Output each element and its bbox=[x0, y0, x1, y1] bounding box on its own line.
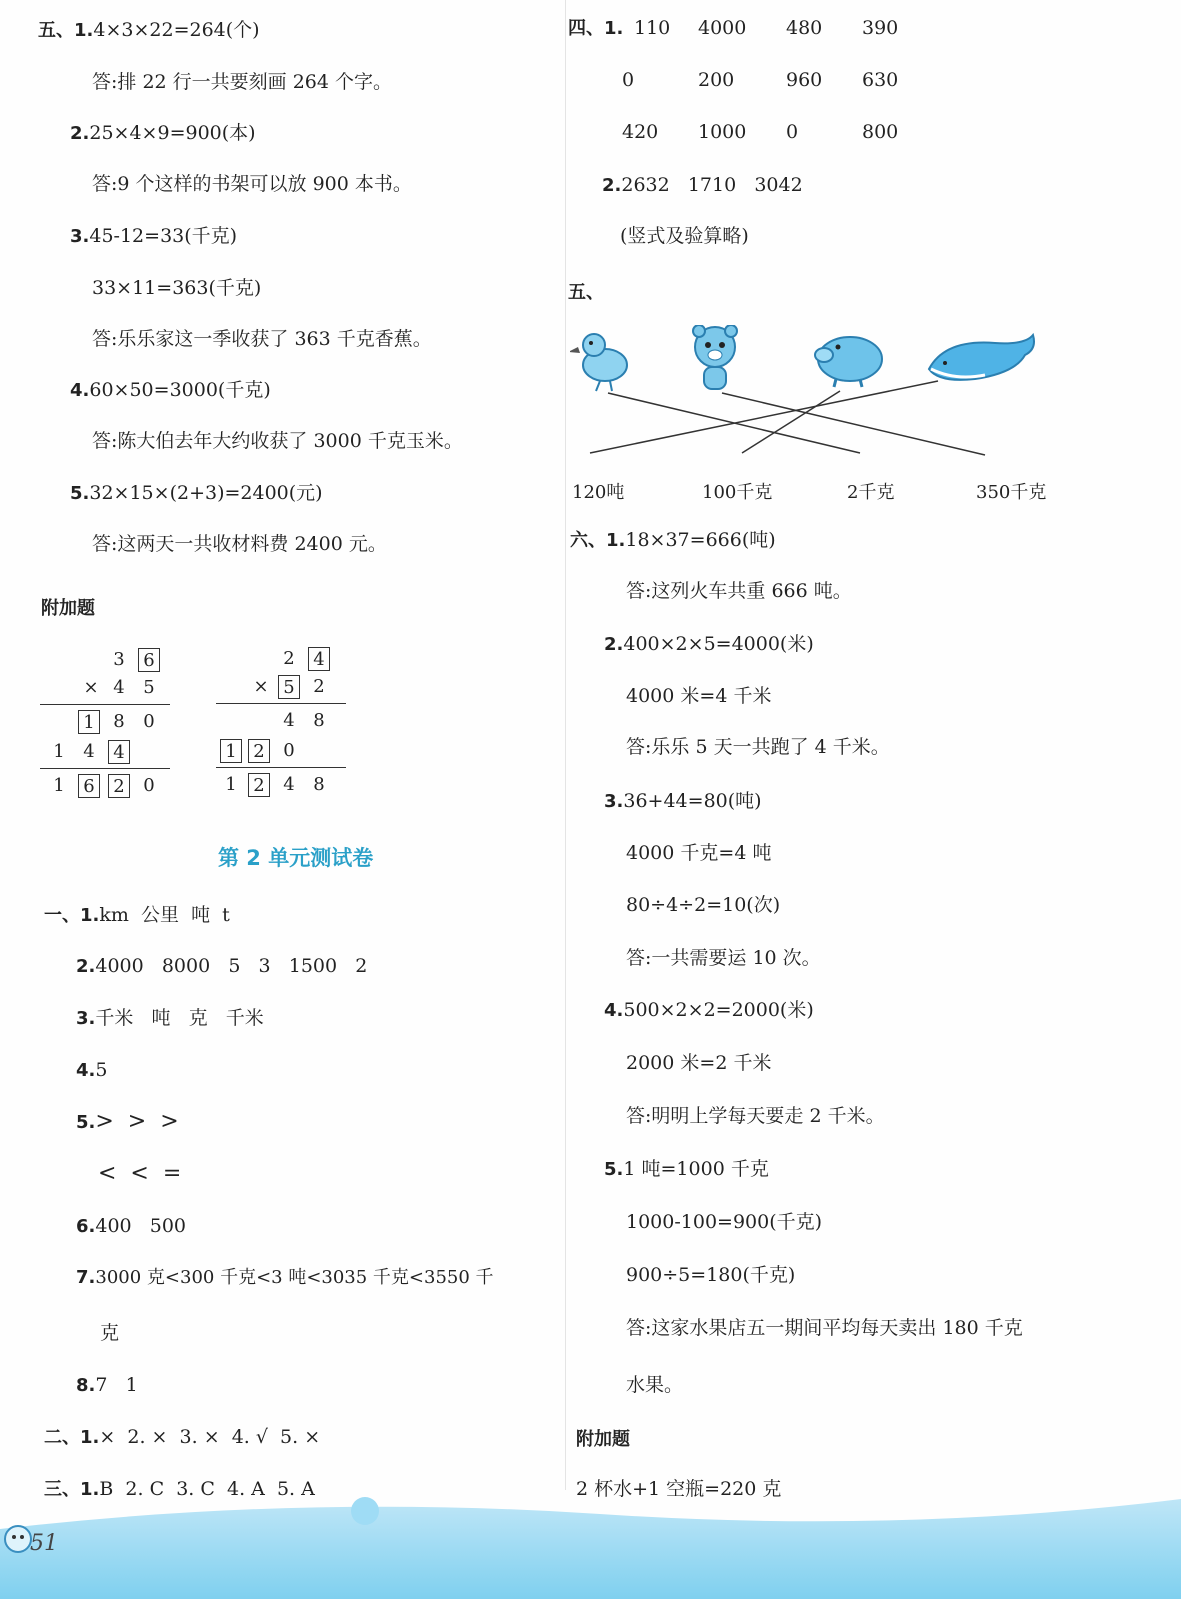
answer-line: 900÷5=180(千克) bbox=[626, 1264, 796, 1286]
answer-line: 五、1.4×3×22=264(个) bbox=[38, 19, 260, 41]
match-line bbox=[742, 391, 840, 453]
vertical-multiplication-2 bbox=[216, 647, 348, 807]
column-divider bbox=[565, 0, 566, 1490]
answer-line: 答:乐乐家这一季收获了 363 千克香蕉。 bbox=[92, 328, 432, 350]
answer-line: 答:这家水果店五一期间平均每天卖出 180 千克 bbox=[626, 1317, 1023, 1339]
rule-line bbox=[40, 704, 170, 705]
match-line bbox=[722, 393, 985, 455]
duck-icon bbox=[570, 334, 627, 391]
answer-line: 克 bbox=[100, 1322, 120, 1344]
table-cell: 390 bbox=[862, 17, 899, 39]
times-sign: × bbox=[253, 676, 269, 697]
answer-line: 6.400 500 bbox=[76, 1215, 187, 1237]
digit: 8 bbox=[113, 711, 125, 732]
answer-line: 二、1.× 2. × 3. × 4. √ 5. × bbox=[44, 1426, 321, 1448]
digit-box: 1 bbox=[220, 739, 242, 763]
digit: 4 bbox=[283, 710, 295, 731]
digit-box: 1 bbox=[78, 710, 100, 734]
digit: 8 bbox=[313, 774, 325, 795]
answer-line: 2000 米=2 千米 bbox=[626, 1052, 772, 1074]
answer-line: 3.36+44=80(吨) bbox=[604, 790, 762, 812]
rule-line bbox=[216, 767, 346, 768]
section-4-label: 四、1. bbox=[568, 18, 624, 39]
digit: 0 bbox=[283, 740, 295, 761]
note-line: (竖式及验算略) bbox=[620, 225, 749, 247]
answer-line: 答:9 个这样的书架可以放 900 本书。 bbox=[92, 173, 412, 195]
answer-line: 三、1.B 2. C 3. C 4. A 5. A bbox=[44, 1478, 315, 1500]
digit: 1 bbox=[225, 774, 237, 795]
table-cell: 630 bbox=[862, 69, 899, 91]
answer-line: 5.1 吨=1000 千克 bbox=[604, 1158, 769, 1180]
answer-line: 答:陈大伯去年大约收获了 3000 千克玉米。 bbox=[92, 430, 463, 452]
section-5-label: 五、 bbox=[568, 282, 604, 303]
weight-label: 120吨 bbox=[572, 482, 625, 503]
bubble bbox=[351, 1497, 379, 1525]
answer-line: 水果。 bbox=[626, 1374, 684, 1396]
answer-line: 2 杯水+1 空瓶=220 克 bbox=[576, 1478, 782, 1500]
table-cell: 420 bbox=[622, 121, 659, 143]
match-line bbox=[590, 381, 938, 453]
answer-line: 5.> > > bbox=[76, 1109, 179, 1134]
table-cell: 4000 bbox=[698, 17, 747, 39]
digit: 0 bbox=[143, 775, 155, 796]
digit-box: 6 bbox=[138, 648, 160, 672]
table-cell: 1000 bbox=[698, 121, 747, 143]
answer-line: 4000 千克=4 吨 bbox=[626, 842, 772, 864]
digit: 4 bbox=[283, 774, 295, 795]
answer-line: 4.60×50=3000(千克) bbox=[70, 379, 271, 401]
digit-box: 5 bbox=[278, 675, 300, 699]
digit: 4 bbox=[113, 677, 125, 698]
table-cell: 200 bbox=[698, 69, 735, 91]
answer-line: 4000 米=4 千米 bbox=[626, 685, 772, 707]
answer-line: 2.2632 1710 3042 bbox=[602, 174, 803, 196]
table-cell: 480 bbox=[786, 17, 823, 39]
footer-wave bbox=[0, 1489, 1181, 1599]
weight-label: 100千克 bbox=[702, 482, 773, 503]
table-cell: 800 bbox=[862, 121, 899, 143]
weight-label: 2千克 bbox=[847, 482, 895, 503]
answer-line: 80÷4÷2=10(次) bbox=[626, 894, 781, 916]
page-number: 51 bbox=[30, 1531, 58, 1556]
extra-question-title: 附加题 bbox=[41, 598, 95, 619]
digit: 5 bbox=[143, 677, 155, 698]
matching-diagram bbox=[570, 325, 1070, 500]
answer-line: 答:这两天一共收材料费 2400 元。 bbox=[92, 533, 387, 555]
table-cell: 110 bbox=[634, 17, 671, 39]
answer-line: 2.4000 8000 5 3 1500 2 bbox=[76, 955, 368, 977]
answer-line: 3.千米 吨 克 千米 bbox=[76, 1007, 264, 1029]
weight-label: 350千克 bbox=[976, 482, 1047, 503]
mascot-icon bbox=[5, 1526, 31, 1552]
answer-line: 答:明明上学每天要走 2 千米。 bbox=[626, 1105, 885, 1127]
digit-box: 4 bbox=[308, 647, 330, 671]
tiger-icon bbox=[693, 325, 737, 389]
digit: 1 bbox=[53, 775, 65, 796]
unit-test-title: 第 2 单元测试卷 bbox=[218, 846, 374, 870]
answer-line: 4.500×2×2=2000(米) bbox=[604, 999, 814, 1021]
digit-box: 4 bbox=[108, 740, 130, 764]
digit: 2 bbox=[313, 676, 325, 697]
vertical-multiplication-1 bbox=[40, 648, 172, 808]
digit: 4 bbox=[83, 741, 95, 762]
digit-box: 6 bbox=[78, 774, 100, 798]
digit: 0 bbox=[143, 711, 155, 732]
answer-line: 5.32×15×(2+3)=2400(元) bbox=[70, 482, 323, 504]
answer-line: < < = bbox=[98, 1161, 182, 1186]
whale-icon bbox=[929, 335, 1034, 380]
answer-line: 7.3000 克<300 千克<3 吨<3035 千克<3550 千 bbox=[76, 1267, 494, 1288]
answer-line: 答:一共需要运 10 次。 bbox=[626, 947, 821, 969]
digit: 8 bbox=[313, 710, 325, 731]
digit: 3 bbox=[113, 649, 125, 670]
extra-question-title: 附加题 bbox=[576, 1429, 630, 1450]
digit-box: 2 bbox=[248, 739, 270, 763]
rule-line bbox=[40, 768, 170, 769]
digit-box: 2 bbox=[248, 773, 270, 797]
answer-line: 4.5 bbox=[76, 1059, 108, 1081]
table-cell: 0 bbox=[622, 69, 635, 91]
times-sign: × bbox=[83, 677, 99, 698]
answer-line: 8.7 1 bbox=[76, 1374, 138, 1396]
table-cell: 0 bbox=[786, 121, 799, 143]
answer-line: 一、1.km 公里 吨 t bbox=[44, 904, 230, 926]
rule-line bbox=[216, 703, 346, 704]
answer-line: 2.400×2×5=4000(米) bbox=[604, 633, 814, 655]
digit-box: 2 bbox=[108, 774, 130, 798]
table-cell: 960 bbox=[786, 69, 823, 91]
answer-line: 3.45-12=33(千克) bbox=[70, 225, 238, 247]
answer-line: 答:乐乐 5 天一共跑了 4 千米。 bbox=[626, 736, 890, 758]
answer-line: 六、1.18×37=666(吨) bbox=[570, 529, 776, 551]
answer-line: 答:排 22 行一共要刻画 264 个字。 bbox=[92, 71, 393, 93]
digit: 1 bbox=[53, 741, 65, 762]
answer-line: 答:这列火车共重 666 吨。 bbox=[626, 580, 852, 602]
answer-line: 2.25×4×9=900(本) bbox=[70, 122, 256, 144]
digit: 2 bbox=[283, 648, 295, 669]
answer-line: 1000-100=900(千克) bbox=[626, 1211, 823, 1233]
pig-icon bbox=[815, 337, 882, 387]
answer-line: 33×11=363(千克) bbox=[92, 277, 262, 299]
